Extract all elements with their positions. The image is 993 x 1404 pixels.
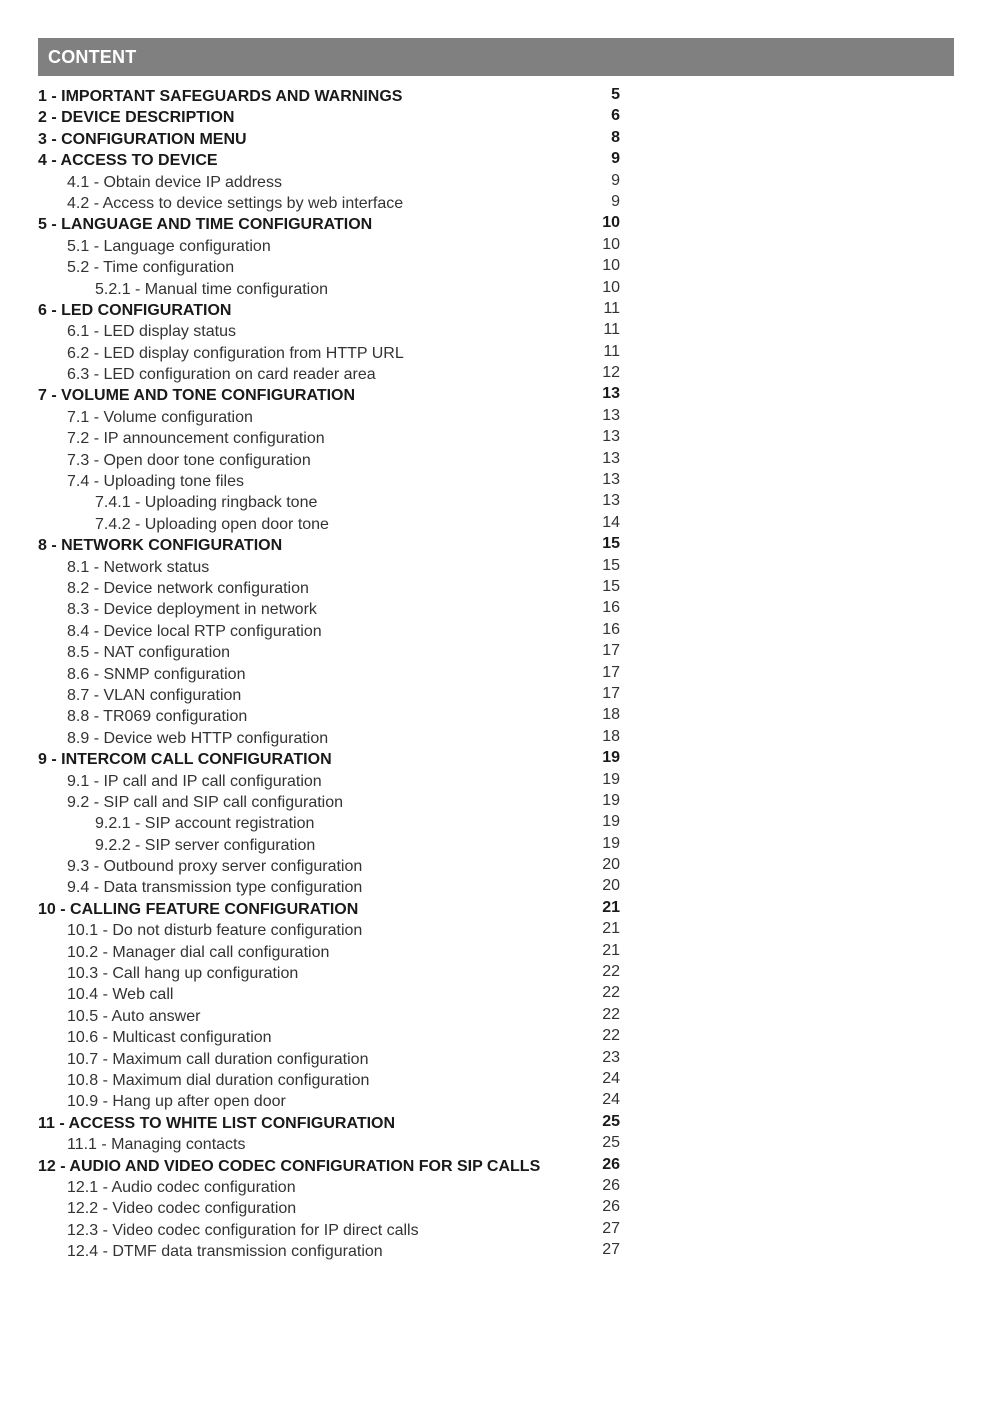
toc-entry-title: 2 - DEVICE DESCRIPTION [38,109,235,127]
toc-entry-page-number: 15 [602,577,620,595]
toc-entry[interactable] [38,427,628,448]
toc-entry-page-number: 12 [602,364,620,382]
toc-entry-page-number: 18 [602,706,620,724]
toc-entry-title: 8.9 - Device web HTTP configuration [67,729,329,747]
toc-entry-title: 12.4 - DTMF data transmission configuration [67,1243,383,1261]
toc-entry-page-number: 13 [602,492,620,510]
toc-entry[interactable] [38,855,628,876]
toc-entry[interactable] [38,898,628,919]
toc-entry-title: 10.1 - Do not disturb feature configuration [67,922,363,940]
toc-entry-page-number: 19 [602,770,620,788]
content-title: CONTENT [48,46,137,67]
toc-entry-page-number: 19 [602,813,620,831]
toc-entry-title: 5.2.1 - Manual time configuration [95,280,329,298]
toc-entry-title: 4 - ACCESS TO DEVICE [38,152,218,170]
toc-entry-page-number: 11 [603,342,620,360]
toc-entry-title: 10.9 - Hang up after open door [67,1093,286,1111]
toc-entry-title: 6.1 - LED display status [67,323,236,341]
toc-entry-page-number: 19 [602,834,620,852]
toc-entry-title: 6.2 - LED display configuration from HTTP URL [67,344,404,362]
toc-entry-page-number: 14 [602,513,620,531]
toc-entry[interactable] [38,1005,628,1026]
toc-entry-page-number: 26 [602,1198,620,1216]
toc-entry[interactable] [38,470,628,491]
content-header-bar [38,38,954,76]
toc-entry-title: 9.1 - IP call and IP call configuration [67,772,322,790]
toc-entry-title: 9.4 - Data transmission type configuration [67,879,363,897]
toc-entry-page-number: 13 [602,385,620,403]
toc-entry-title: 12.1 - Audio codec configuration [67,1178,296,1196]
toc-entry[interactable] [38,278,628,299]
toc-entry[interactable] [38,1069,628,1090]
table-of-contents [38,85,628,1261]
toc-entry[interactable] [38,1048,628,1069]
toc-entry-page-number: 17 [602,642,620,660]
toc-entry[interactable] [38,406,628,427]
toc-entry-title: 10.5 - Auto answer [67,1007,201,1025]
toc-entry[interactable] [38,1176,628,1197]
toc-entry-page-number: 13 [602,471,620,489]
toc-entry-title: 5.1 - Language configuration [67,237,271,255]
toc-entry-title: 7 - VOLUME AND TONE CONFIGURATION [38,387,356,405]
toc-entry-page-number: 23 [602,1048,620,1066]
toc-entry[interactable] [38,299,628,320]
toc-entry[interactable] [38,149,628,170]
toc-entry[interactable] [38,342,628,363]
toc-entry-page-number: 17 [602,663,620,681]
toc-entry-title: 6 - LED CONFIGURATION [38,301,232,319]
toc-entry[interactable] [38,1112,628,1133]
toc-entry-page-number: 20 [602,856,620,874]
toc-entry-title: 12 - AUDIO AND VIDEO CODEC CONFIGURATION FOR SIP CALLS [38,1157,541,1175]
toc-entry-page-number: 26 [602,1155,620,1173]
toc-entry-title: 6.3 - LED configuration on card reader area [67,366,376,384]
toc-entry-title: 3 - CONFIGURATION MENU [38,130,247,148]
toc-entry-title: 5 - LANGUAGE AND TIME CONFIGURATION [38,216,373,234]
toc-entry-page-number: 19 [602,791,620,809]
toc-entry-page-number: 16 [602,599,620,617]
toc-entry[interactable] [38,363,628,384]
toc-entry[interactable] [38,192,628,213]
toc-entry[interactable] [38,106,628,127]
toc-entry-page-number: 10 [602,214,620,232]
toc-entry-title: 10.8 - Maximum dial duration configuration [67,1071,370,1089]
toc-entry[interactable] [38,1219,628,1240]
toc-entry-title: 8.4 - Device local RTP configuration [67,622,322,640]
toc-entry-title: 7.2 - IP announcement configuration [67,430,325,448]
toc-entry-page-number: 18 [602,727,620,745]
toc-entry-page-number: 10 [602,257,620,275]
toc-entry-title: 10 - CALLING FEATURE CONFIGURATION [38,900,359,918]
toc-entry-title: 8.1 - Network status [67,558,210,576]
toc-entry-page-number: 25 [602,1112,620,1130]
toc-entry-title: 7.1 - Volume configuration [67,408,253,426]
toc-entry-title: 10.6 - Multicast configuration [67,1029,272,1047]
toc-entry-page-number: 5 [611,86,620,103]
toc-entry-title: 8.8 - TR069 configuration [67,708,248,726]
toc-entry[interactable] [38,1090,628,1111]
toc-entry-page-number: 24 [602,1069,620,1087]
toc-entry-title: 8.3 - Device deployment in network [67,601,317,619]
toc-entry-title: 11.1 - Managing contacts [67,1136,246,1154]
toc-entry-page-number: 10 [602,278,620,296]
toc-entry[interactable] [38,85,628,106]
toc-entry[interactable] [38,941,628,962]
toc-entry-page-number: 13 [602,449,620,467]
toc-entry-page-number: 15 [602,535,620,553]
toc-entry-title: 7.4 - Uploading tone files [67,473,244,491]
toc-entry-page-number: 25 [602,1134,620,1152]
toc-entry[interactable] [38,577,628,598]
toc-entry-title: 4.1 - Obtain device IP address [67,173,282,191]
toc-entry-page-number: 9 [611,192,620,210]
toc-entry-page-number: 24 [602,1091,620,1109]
toc-entry[interactable] [38,534,628,555]
toc-entry[interactable] [38,983,628,1004]
toc-entry-title: 7.3 - Open door tone configuration [67,451,311,469]
toc-entry-title: 9.2.2 - SIP server configuration [95,836,316,854]
toc-entry-page-number: 6 [611,107,620,125]
toc-entry-page-number: 11 [603,299,620,317]
toc-entry-title: 8.5 - NAT configuration [67,644,231,662]
toc-entry[interactable] [38,598,628,619]
toc-entry-title: 7.4.1 - Uploading ringback tone [95,494,318,512]
toc-entry[interactable] [38,1155,628,1176]
toc-entry-page-number: 22 [602,1005,620,1023]
toc-entry-title: 8.7 - VLAN configuration [67,686,242,704]
toc-entry[interactable] [38,449,628,470]
toc-entry[interactable] [38,491,628,512]
toc-entry[interactable] [38,1240,628,1261]
toc-entry[interactable] [38,663,628,684]
toc-entry-page-number: 22 [602,1027,620,1045]
toc-entry[interactable] [38,962,628,983]
toc-entry-page-number: 17 [602,684,620,702]
toc-entry-page-number: 16 [602,620,620,638]
toc-entry[interactable] [38,620,628,641]
toc-entry-page-number: 11 [603,321,620,339]
toc-entry-title: 10.7 - Maximum call duration configuration [67,1050,369,1068]
toc-entry[interactable] [38,1026,628,1047]
toc-entry-title: 9.3 - Outbound proxy server configuration [67,858,363,876]
toc-entry-page-number: 27 [602,1219,620,1237]
toc-entry-title: 9.2 - SIP call and SIP call configuration [67,793,344,811]
toc-entry[interactable] [38,556,628,577]
toc-entry-title: 10.3 - Call hang up configuration [67,965,299,983]
toc-entry[interactable] [38,812,628,833]
toc-entry[interactable] [38,919,628,940]
toc-entry-title: 7.4.2 - Uploading open door tone [95,515,329,533]
toc-entry-title: 9.2.1 - SIP account registration [95,815,315,833]
toc-entry-title: 8.6 - SNMP configuration [67,665,246,683]
toc-entry-page-number: 20 [602,877,620,895]
toc-entry-title: 5.2 - Time configuration [67,259,235,277]
toc-entry-title: 8 - NETWORK CONFIGURATION [38,537,283,555]
toc-entry[interactable] [38,1133,628,1154]
toc-entry-page-number: 15 [602,556,620,574]
toc-entry-title: 10.2 - Manager dial call configuration [67,943,330,961]
toc-entry-title: 4.2 - Access to device settings by web interface [67,194,404,212]
toc-entry[interactable] [38,513,628,534]
toc-entry-page-number: 27 [602,1241,620,1259]
toc-entry-page-number: 22 [602,963,620,981]
toc-entry-page-number: 26 [602,1176,620,1194]
toc-entry[interactable] [38,748,628,769]
toc-entry[interactable] [38,128,628,149]
toc-entry-page-number: 19 [602,749,620,767]
toc-entry-page-number: 13 [602,428,620,446]
toc-entry[interactable] [38,171,628,192]
toc-entry-page-number: 8 [611,128,620,146]
toc-entry[interactable] [38,876,628,897]
toc-entry-page-number: 13 [602,406,620,424]
toc-entry-title: 1 - IMPORTANT SAFEGUARDS AND WARNINGS [38,88,403,105]
toc-entry[interactable] [38,320,628,341]
toc-entry[interactable] [38,235,628,256]
toc-entry-title: 11 - ACCESS TO WHITE LIST CONFIGURATION [38,1114,396,1132]
toc-entry-page-number: 22 [602,984,620,1002]
toc-entry[interactable] [38,770,628,791]
toc-entry[interactable] [38,834,628,855]
toc-entry-title: 10.4 - Web call [67,986,174,1004]
toc-entry-title: 9 - INTERCOM CALL CONFIGURATION [38,751,332,769]
toc-entry-title: 12.2 - Video codec configuration [67,1200,297,1218]
toc-entry-page-number: 21 [602,898,620,916]
toc-entry-page-number: 21 [602,920,620,938]
toc-entry-page-number: 9 [611,171,620,189]
toc-entry[interactable] [38,705,628,726]
toc-entry[interactable] [38,384,628,405]
toc-entry-page-number: 10 [602,235,620,253]
toc-entry[interactable] [38,791,628,812]
toc-entry-title: 12.3 - Video codec configuration for IP direct calls [67,1221,419,1239]
toc-entry[interactable] [38,684,628,705]
toc-entry[interactable] [38,727,628,748]
toc-entry[interactable] [38,256,628,277]
toc-entry-title: 8.2 - Device network configuration [67,579,309,597]
toc-entry[interactable] [38,641,628,662]
toc-entry-page-number: 9 [611,150,620,168]
toc-entry[interactable] [38,213,628,234]
toc-entry-page-number: 21 [602,941,620,959]
toc-entry[interactable] [38,1197,628,1218]
